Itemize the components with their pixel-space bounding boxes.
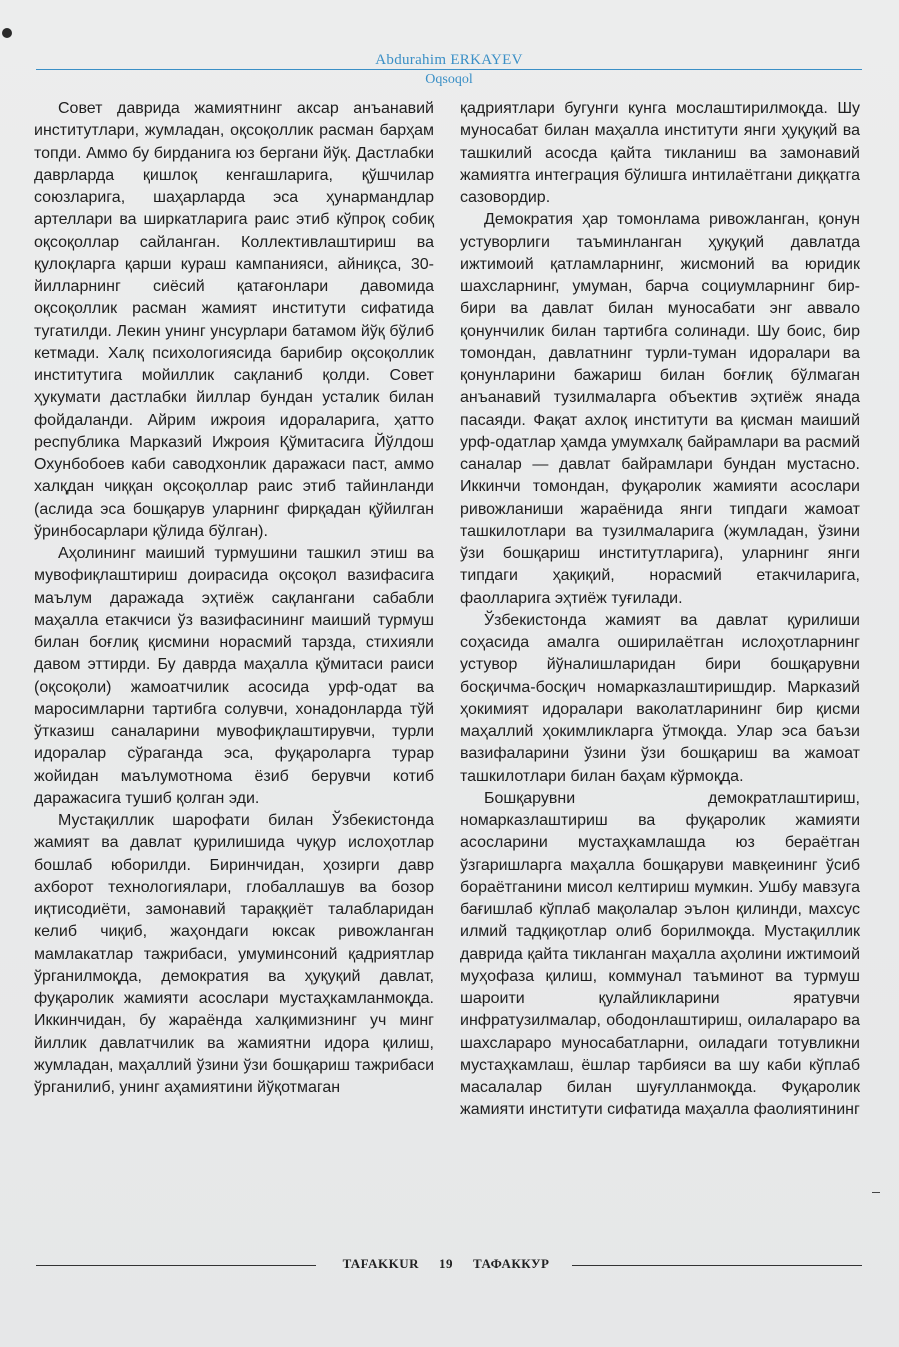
paragraph: Аҳолининг маиший турмушини ташкил этиш ва мувофиқлаштириш доирасида оқсоқол вазифасига маълум даражада эҳтиёж сақлангани сабабли маҳалла етакчиси ўз вазифасининг маиший турмуш билан боғлиқ қисмини норасмий тарзда, стихияли давом эттирди. Бу даврда маҳалла қўмитаси раиси (оқсоқоли) жамоатчилик асосида урф-одат ва маросимларни тартибга солувчи, хонадонларда тўй ўтказиш саналарини мувофиқлаштирувчи, турли идоралар сўраганда эса, фуқароларга турар жойидан маълумотнома ёзиб берувчи котиб даражасига тушиб қолган эди. [34,545,434,807]
paragraph: Ўзбекистонда жамият ва давлат қурилиши соҳасида амалга оширилаётган ислоҳотларнинг устувор йўналишларидан бири бошқарувни босқичма-босқич номарказлаштиришдир. Марказий ҳокимият идоралари ваколатларининг бир қисми маҳаллий ҳокимликларга ўтмоқда. Улар эса баъзи вазифаларини ўзини ўзи бошқариш ва жамоат ташкилотлари билан баҳам кўрмоқда. [460,611,860,785]
header-section: Oqsoqol [425,72,473,87]
paragraph: Мустақиллик шарофати билан Ўзбекистонда жамият ва давлат қурилишида чуқур ислоҳотлар бошлаб юборилди. Биринчидан, ҳозирги давр ахборот технологиялари, глобаллашув ва бозор иқтисодиёти, замонавий тараққиёт талабларидан келиб чиқиб, жаҳондаги юксак ривожланган мамлакатлар тажрибаси, умуминсоний қадриятлар ўрганилмоқда, демократия ва ҳуқуқий давлат, фуқаролик жамияти асослари мустаҳкамланмоқда. Иккинчидан, бу жараёнда халқимизнинг уч минг йиллик давлатчилик ва жамиятни идора қилиш, жумладан, маҳаллий ўзини ўзи бошқариш тажрибаси ўрганилиб, унинг аҳамиятини йўқотмаган [34,812,434,1096]
corner-ink-mark [2,28,12,38]
paragraph-continued: қадриятлари бугунги кунга мослаштирилмоқда. Шу муносабат билан маҳалла институти янги ҳуқуқий ва ташкилий асосда қайта тикланиш ва замонавий жамиятга интеграция бўлишга интилаётгани диққатга сазовордир. [460,100,860,206]
footer-rule-left [36,1265,316,1266]
running-header [36,52,862,92]
running-footer [36,1256,862,1274]
footer-rule-right [572,1265,862,1266]
footer-title-latin: TAFAKKUR [342,1256,420,1271]
header-author: Abdurahim ERKAYEV [375,52,523,68]
article-body [34,98,864,1236]
page-number: 19 [439,1256,454,1271]
footer-title-cyrillic: ТАФАККУР [473,1256,550,1271]
paragraph: Бошқарувни демократлаштириш, номарказлаштириш ва фуқаролик жамияти асосларини мустаҳкамлашда юз бераётган ўзгаришларга маҳалла бошқаруви мавқеининг ўсиб бораётганини мисол келтириш мумкин. Ушбу мавзуга бағишлаб кўплаб мақолалар эълон қилинди, махсус илмий тадқиқотлар олиб борилмоқда. Мустақиллик даврида қайта тикланган маҳалла аҳолини ижтимоий муҳофаза қилиш, коммунал таъминот ва турмуш шароити қулайликларини яратувчи инфратузилмалар, ободонлаштириш, оилалараро ва шахслараро муносабатларни, оиладаги тотувликни мустаҳкамлаш, ёшлар тарбияси ва шу каби кўплаб масалалар билан шуғулланмоқда. Фуқаролик жамияти институти сифатида маҳалла фаолиятининг [460,789,860,1119]
paragraph: Демократия ҳар томонлама ривожланган, қонун устуворлиги таъминланган ҳуқуқий давлатда ижтимоий қатламларнинг, жисмоний ва юридик шахсларнинг, умуман, барча социумларнинг бир-бири ва давлат билан муносабати энг аввало қонунчилик билан тартибга солинади. Шу боис, бир томондан, давлатнинг турли-туман идоралари ва қонунларини бажариш билан боғлиқ бўлмаган анъанавий тузилмаларга объектив эҳтиёж янада пасаяди. Фақат ахлоқ институти ва қисман маиший урф-одатлар ҳамда умумхалқ байрамлари ва расмий саналар — давлат байрамлари бундан мустасно. Иккинчи томондан, фуқаролик жамияти асослари ривожланиши жараёнида янги типдаги жамоат ташкилотлари ва тузилмаларига (жумладан, ўзини ўзи бошқариш институтларига), уларнинг янги типдаги ҳақиқий, норасмий етакчиларига, фаолларига эҳтиёж туғилади. [460,211,860,607]
right-column [460,98,860,1122]
header-rule [36,69,862,70]
left-column [34,98,434,1099]
edge-dash-mark [872,1192,880,1193]
footer-text [321,1256,571,1272]
paragraph: Совет даврида жамиятнинг аксар анъанавий институтлари, жумладан, оқсоқоллик расман барҳам топди. Аммо бу бирданига юз бергани йўқ. Дастлабки даврларда қишлоқ кенгашларига, қўшчилар союзларига, шаҳарларда эса ҳунармандлар артеллари ва ширкатларига раис этиб кўпроқ собиқ оқсоқоллар сайланган. Коллективлаштириш ва қулоқларга қарши кураш кампанияси, айниқса, 30-йилларнинг сиёсий қатағонлари давомида оқсоқоллик расман жамият институти сифатида тугатилди. Лекин унинг унсурлари батамом йўқ бўлиб кетмади. Халқ психологиясида барибир оқсоқоллик институтига мойиллик сақланиб қолди. Совет ҳукумати дастлабки йиллар бундан усталик билан фойдаланди. Айрим ижроия идораларига, ҳатто республика Марказий Ижроия Қўмитасига Йўлдош Охунбобоев каби саводхонлик даражаси паст, аммо халқдан чиққан оқсоқоллар раис этиб тайинланди (аслида эса бошқарув уларнинг фирқадан қўйилган ўринбосарлари қўлида бўлган). [34,100,434,540]
